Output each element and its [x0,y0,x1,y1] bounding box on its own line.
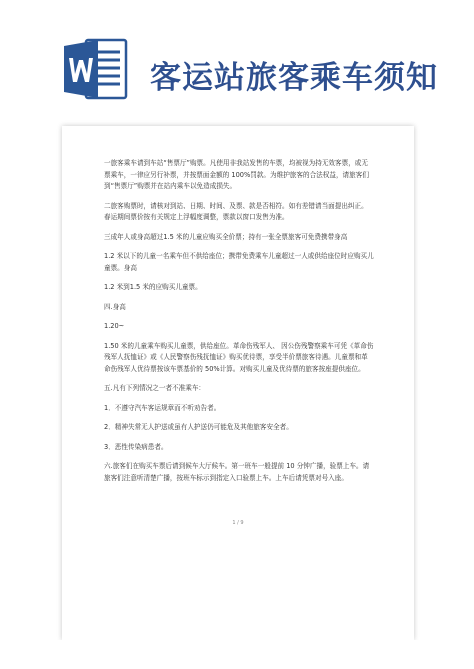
page-number: 1 / 9 [232,520,244,526]
paragraph: 1.2 米以下的儿童一名乘车但不供给座位；携带免费乘车儿童超过一人或供给座位时应购买儿童票。身高 [104,252,374,272]
header-banner [0,0,474,120]
paragraph: 1.2 米到1.5 米的应购买儿童票。 [104,283,202,291]
document-body [104,158,374,492]
paragraph: 六.旅客们在购买车票后请到候车大厅候车。第一班车一般提前 10 分钟广播，验票上车。请旅客们注意听清楚广播，按班车标示到指定入口验票上车。上车后请凭票对号入座。 [104,462,370,482]
paragraph: 1.50 米的儿童乘车购买儿童票，供给座位。革命伤残军人、 因公伤残警察乘车可凭《革命伤残军人抚恤证》或《人民警察伤残抚恤证》购买优待票，享受半价票旅客待遇。儿童票和革命伤残军人优待票按该车票基价的 50%计算。对购买儿童及优待票的旅客按座提供座位。 [104,341,374,373]
paragraph: 二旅客购票时，请核对到站、日期、时间、及票、款是否相符。如有差错请当面提出纠正。春运期间票价按有关规定上浮幅度调整，票款以窗口发售为准。 [104,201,368,221]
paragraph: 三成年人或身高超过1.5 米的儿童应购买全价票；持有一张全票旅客可免费携带身高 [104,232,348,241]
paragraph: 一旅客乘车请到车站“售票厅”购票。凡使用非我站发售的车票，均被视为持无效客票，或无票乘车，一律应另行补票，并按票面金额的 100%罚款。为维护旅客的合法权益，请旅客们到“售票厅”购票并在站内乘车以免造成损失。 [104,159,369,190]
paragraph: 1．不遵守汽车客运规章而不听劝告者。 [104,403,221,412]
paragraph: 3．恶性传染病患者。 [104,442,168,451]
paragraph: 1.20~ [104,322,125,330]
bottom-strip [0,640,474,669]
paragraph: 2．精神失常无人护送或虽有人护送仍可能危及其他旅客安全者。 [104,423,293,431]
document-title: 客运站旅客乘车须知 [150,60,438,96]
paragraph: 四.身高 [104,302,126,311]
word-document-icon [62,36,128,102]
document-page [62,126,414,640]
paragraph: 五.凡有下列情况之一者不准乘车： [104,384,206,392]
